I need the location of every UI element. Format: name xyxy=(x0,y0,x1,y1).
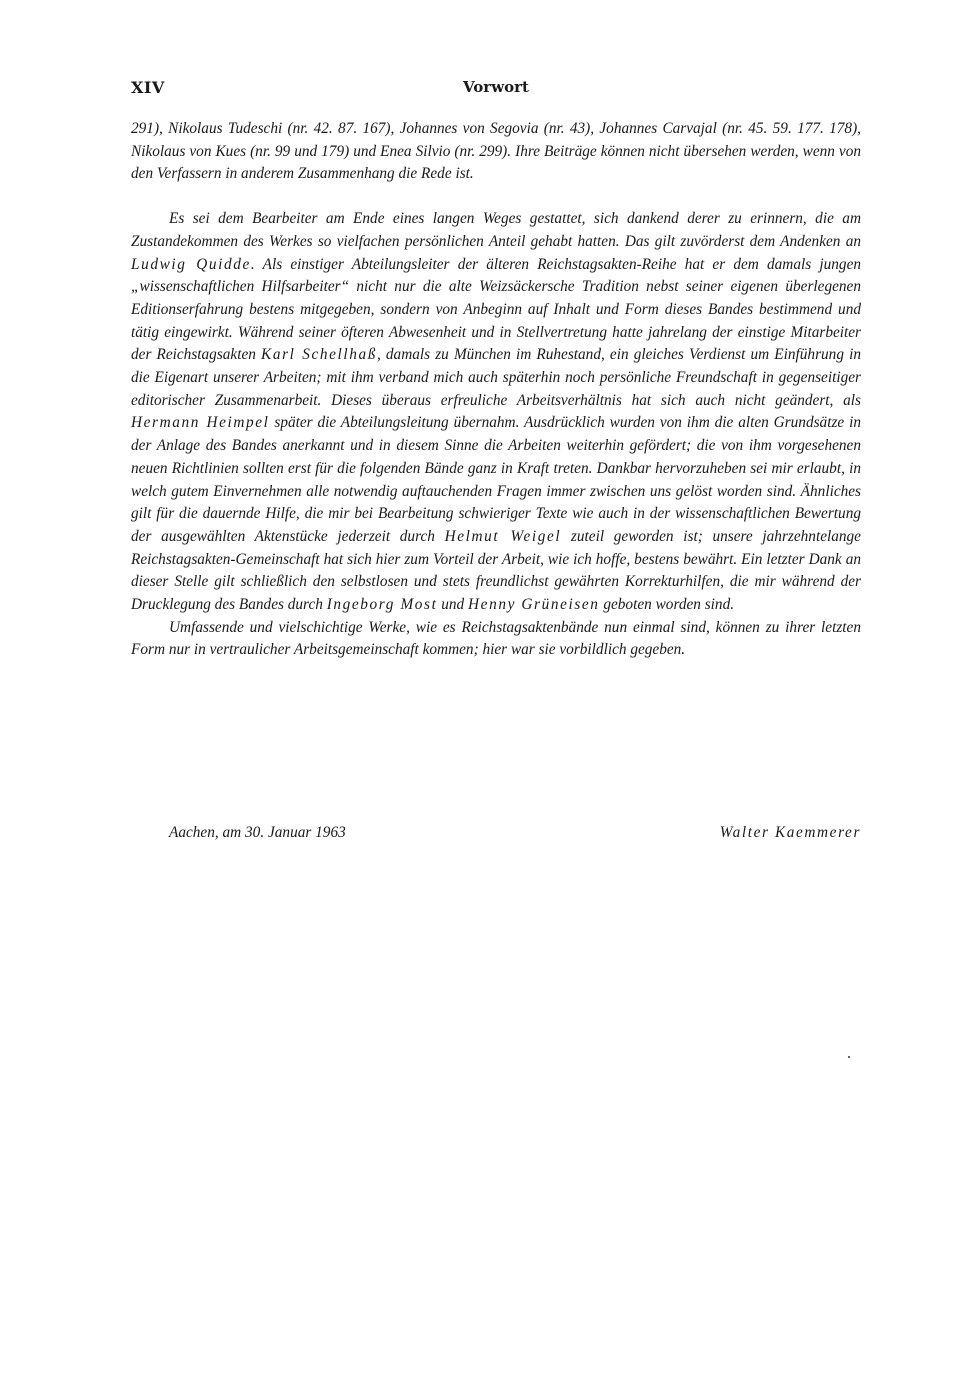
place-date: Aachen, am 30. Januar 1963 xyxy=(169,824,346,841)
text-run: später die Abteilungsleitung übernahm. Ausdrücklich wurden von ihm die alten Grundsätze in der Anlage des Bandes anerkannt und in diesem Sinne die Arbeiten weiterhin gefördert; die von ihm vorgesehenen neuen Richtlinien sollten erst für die folgenden Bände ganz in Kraft treten. Dankbar hervorzuheben sei mir erlaubt, in welch gutem Einvernehmen alle notwendig auftauchenden Fragen immer zwischen uns gelöst worden sind. Ähnliches gilt für die dauernde Hilfe, die mir bei Bearbeitung schwieriger Texte wie auch in der wissenschaftlichen Bewertung der ausgewählten Aktenstücke jederzeit durch xyxy=(131,414,861,545)
person-name: Ingeborg Most xyxy=(326,596,438,614)
person-name: Karl Schellhaß xyxy=(261,346,377,364)
scan-speck xyxy=(848,1056,850,1058)
author-name: Walter Kaemmerer xyxy=(719,824,861,841)
text-run: Es sei dem Bearbeiter am Ende eines langen Weges gestattet, sich dankend derer zu erinnern, die am Zustandekommen des Werkes so vielfachen persönlichen Anteil gehabt hatten. Das gilt zuvörderst dem Andenken an xyxy=(131,210,861,250)
text-run: . Als einstiger Abteilungsleiter der älteren Reichstagsakten-Reihe hat er dem damals jungen „wissenschaftlichen Hilfsarbeiter“ nicht nur die alte Weizsäckersche Tradition nebst seiner eigenen überlegenen Editionserfahrung bestens mitgegeben, sondern von Anbeginn auf Inhalt und Form dieses Bandes bestimmend und tätig eingewirkt. Während seiner öfteren Abwesenheit und in Stellvertretung hatte jahrelang der einstige Mitarbeiter der Reichstagsakten xyxy=(131,255,862,364)
person-name: Ludwig Quidde xyxy=(131,255,251,273)
text-run: geboten worden sind. xyxy=(599,596,735,614)
page-number: XIV xyxy=(131,78,165,97)
person-name: Hermann Heimpel xyxy=(131,414,270,432)
text-run: zuteil geworden ist; unsere jahrzehntelange Reichstagsakten-Gemeinschaft hat sich hier zum Vorteil der Arbeit, wie ich hoffe, bestens bewährt. Ein letzter Dank an dieser Stelle gilt schließlich den selbstlosen und stets freundlichst gewährten Korrekturhilfen, die mir während der Drucklegung des Bandes durch xyxy=(131,527,861,614)
person-name: Henny Grüneisen xyxy=(468,596,600,614)
text-run: , damals zu München im Ruhestand, ein gleiches Verdienst um Einführung in die Eigenart unserer Arbeiten; mit ihm verband mich auch späterhin noch persönliche Freundschaft in gegenseitiger editorischer Zusammenarbeit. Dieses überaus erfreuliche Arbeitsverhältnis hat sich auch nicht geändert, als xyxy=(131,346,861,409)
page-header xyxy=(131,78,861,100)
paragraph-acknowledgements xyxy=(131,208,861,617)
body-text xyxy=(131,118,861,662)
paragraph-continuation: 291), Nikolaus Tudeschi (nr. 42. 87. 167), Johannes von Segovia (nr. 43), Johannes Carvajal (nr. 45. 59. 177. 178), Nikolaus von Kues (nr. 99 und 179) und Enea Silvio (nr. 299). Ihre Beiträge können nicht übersehen werden, wenn von den Verfassern in anderem Zusammenhang die Rede ist. xyxy=(131,120,861,183)
text-run: und xyxy=(437,596,469,614)
person-name: Helmut Weigel xyxy=(444,527,562,545)
running-head: Vorwort xyxy=(463,78,529,96)
paragraph-closing: Umfassende und vielschichtige Werke, wie es Reichstagsaktenbände nun einmal sind, können zu ihrer letzten Form nur in vertraulicher Arbeitsgemeinschaft kommen; hier war sie vorbildlich gegeben. xyxy=(131,618,861,659)
signature-line xyxy=(131,824,861,848)
